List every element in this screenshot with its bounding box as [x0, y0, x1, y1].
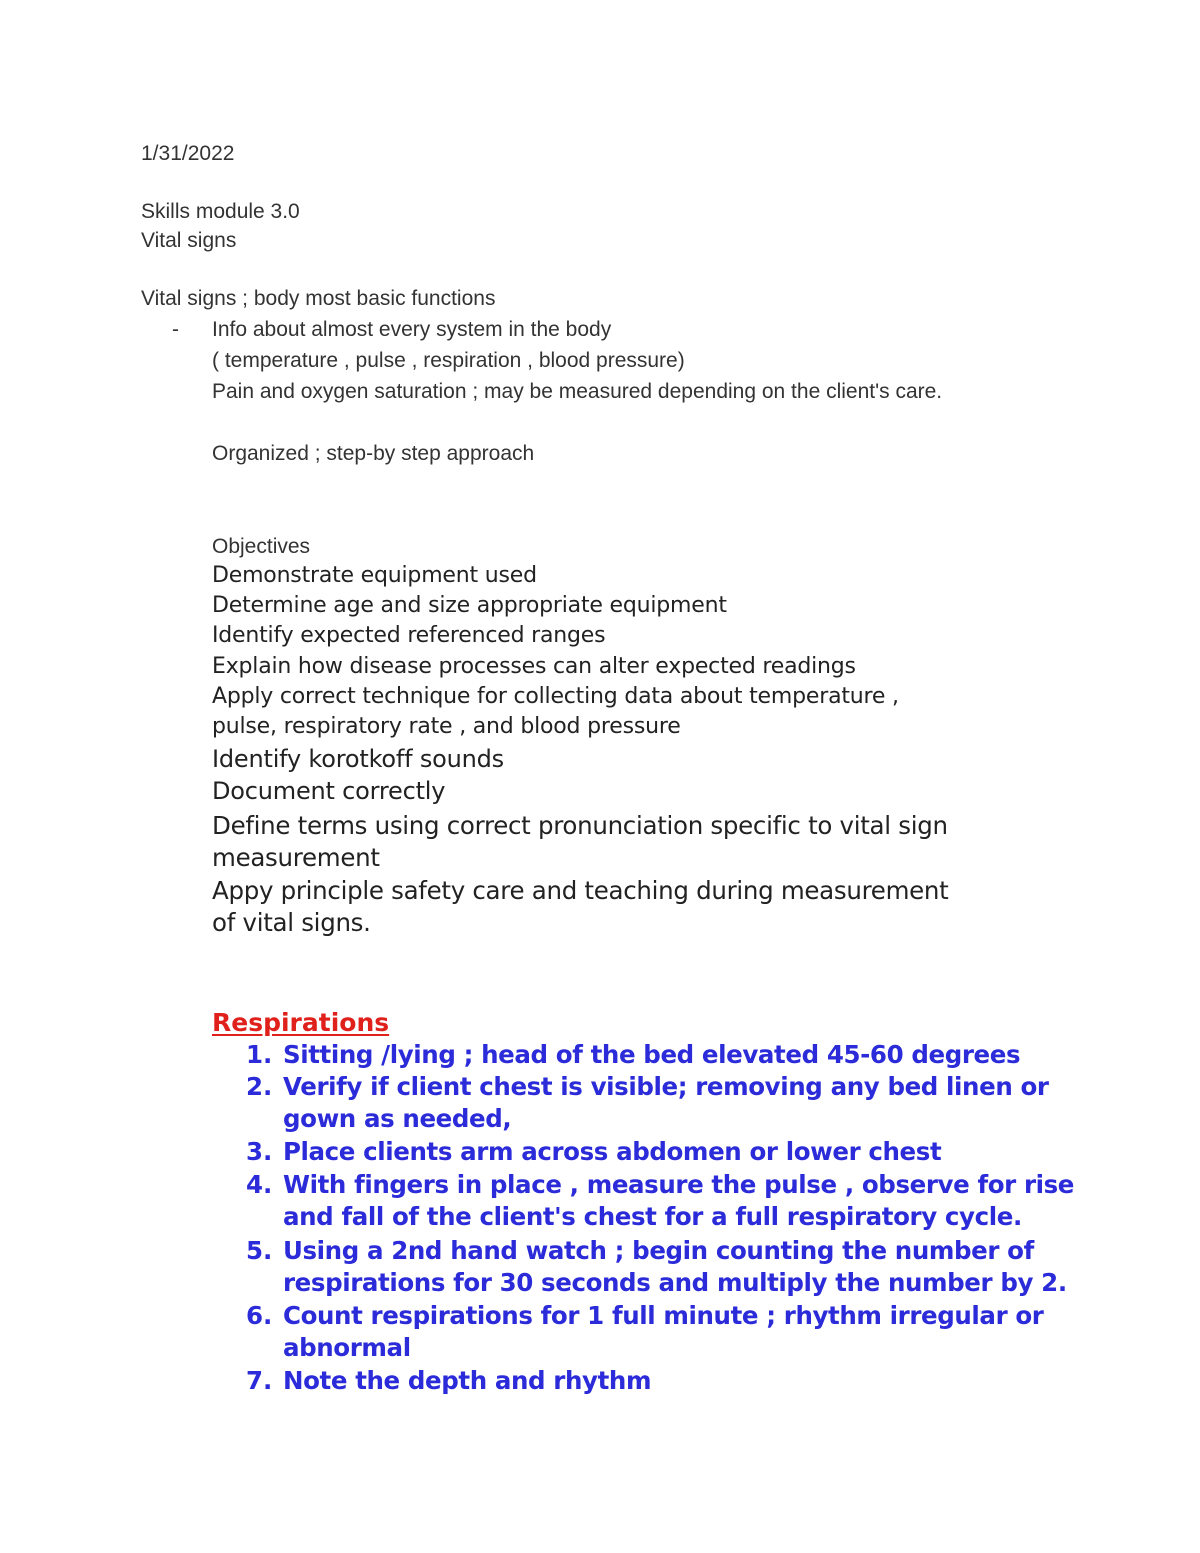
objective-item: Identify korotkoff sounds [212, 745, 504, 773]
objective-item: Document correctly [212, 777, 446, 805]
step-number: 2. [246, 1072, 273, 1101]
date-text: 1/31/2022 [141, 142, 235, 165]
respirations-heading: Respirations [212, 1008, 390, 1037]
objective-item: Apply correct technique for collecting data about temperature , [212, 684, 899, 709]
objectives-heading: Objectives [212, 535, 311, 558]
step-number: 1. [246, 1040, 273, 1069]
objective-item: Appy principle safety care and teaching during measurement [212, 876, 949, 905]
bullet-line: Pain and oxygen saturation ; may be measured depending on the client's care. [212, 380, 943, 403]
bullet-line: ( temperature , pulse , respiration , blood pressure) [212, 349, 685, 372]
objective-item: of vital signs. [212, 908, 371, 937]
bullet-line: Info about almost every system in the body [212, 318, 612, 341]
step-number: 5. [246, 1236, 273, 1265]
step-text: With fingers in place , measure the pulse , observe for rise [283, 1170, 1075, 1199]
step-text: Using a 2nd hand watch ; begin counting the number of [283, 1236, 1034, 1265]
topic-title: Vital signs [141, 229, 237, 252]
step-text: respirations for 30 seconds and multiply the number by 2. [283, 1268, 1067, 1297]
step-number: 4. [246, 1170, 273, 1199]
bullet-line: Organized ; step-by step approach [212, 442, 535, 465]
objective-item: Define terms using correct pronunciation specific to vital sign [212, 811, 948, 840]
objective-item: measurement [212, 843, 380, 872]
objective-item: Demonstrate equipment used [212, 563, 537, 588]
step-text: Verify if client chest is visible; removing any bed linen or [283, 1072, 1049, 1101]
step-text: and fall of the client's chest for a full respiratory cycle. [283, 1202, 1022, 1231]
step-number: 3. [246, 1137, 273, 1166]
objective-item: pulse, respiratory rate , and blood pressure [212, 714, 681, 739]
step-text: gown as needed, [283, 1104, 512, 1133]
step-text: abnormal [283, 1333, 411, 1362]
objective-item: Identify expected referenced ranges [212, 623, 606, 648]
step-text: Note the depth and rhythm [283, 1366, 652, 1395]
objective-item: Determine age and size appropriate equipment [212, 593, 727, 618]
objective-item: Explain how disease processes can alter expected readings [212, 654, 856, 679]
step-text: Count respirations for 1 full minute ; rhythm irregular or [283, 1301, 1044, 1330]
definition-text: Vital signs ; body most basic functions [141, 287, 496, 310]
step-text: Place clients arm across abdomen or lower chest [283, 1137, 942, 1166]
step-number: 7. [246, 1366, 273, 1395]
step-number: 6. [246, 1301, 273, 1330]
bullet-dash: - [172, 318, 179, 341]
step-text: Sitting /lying ; head of the bed elevated 45-60 degrees [283, 1040, 1021, 1069]
module-title: Skills module 3.0 [141, 200, 300, 223]
